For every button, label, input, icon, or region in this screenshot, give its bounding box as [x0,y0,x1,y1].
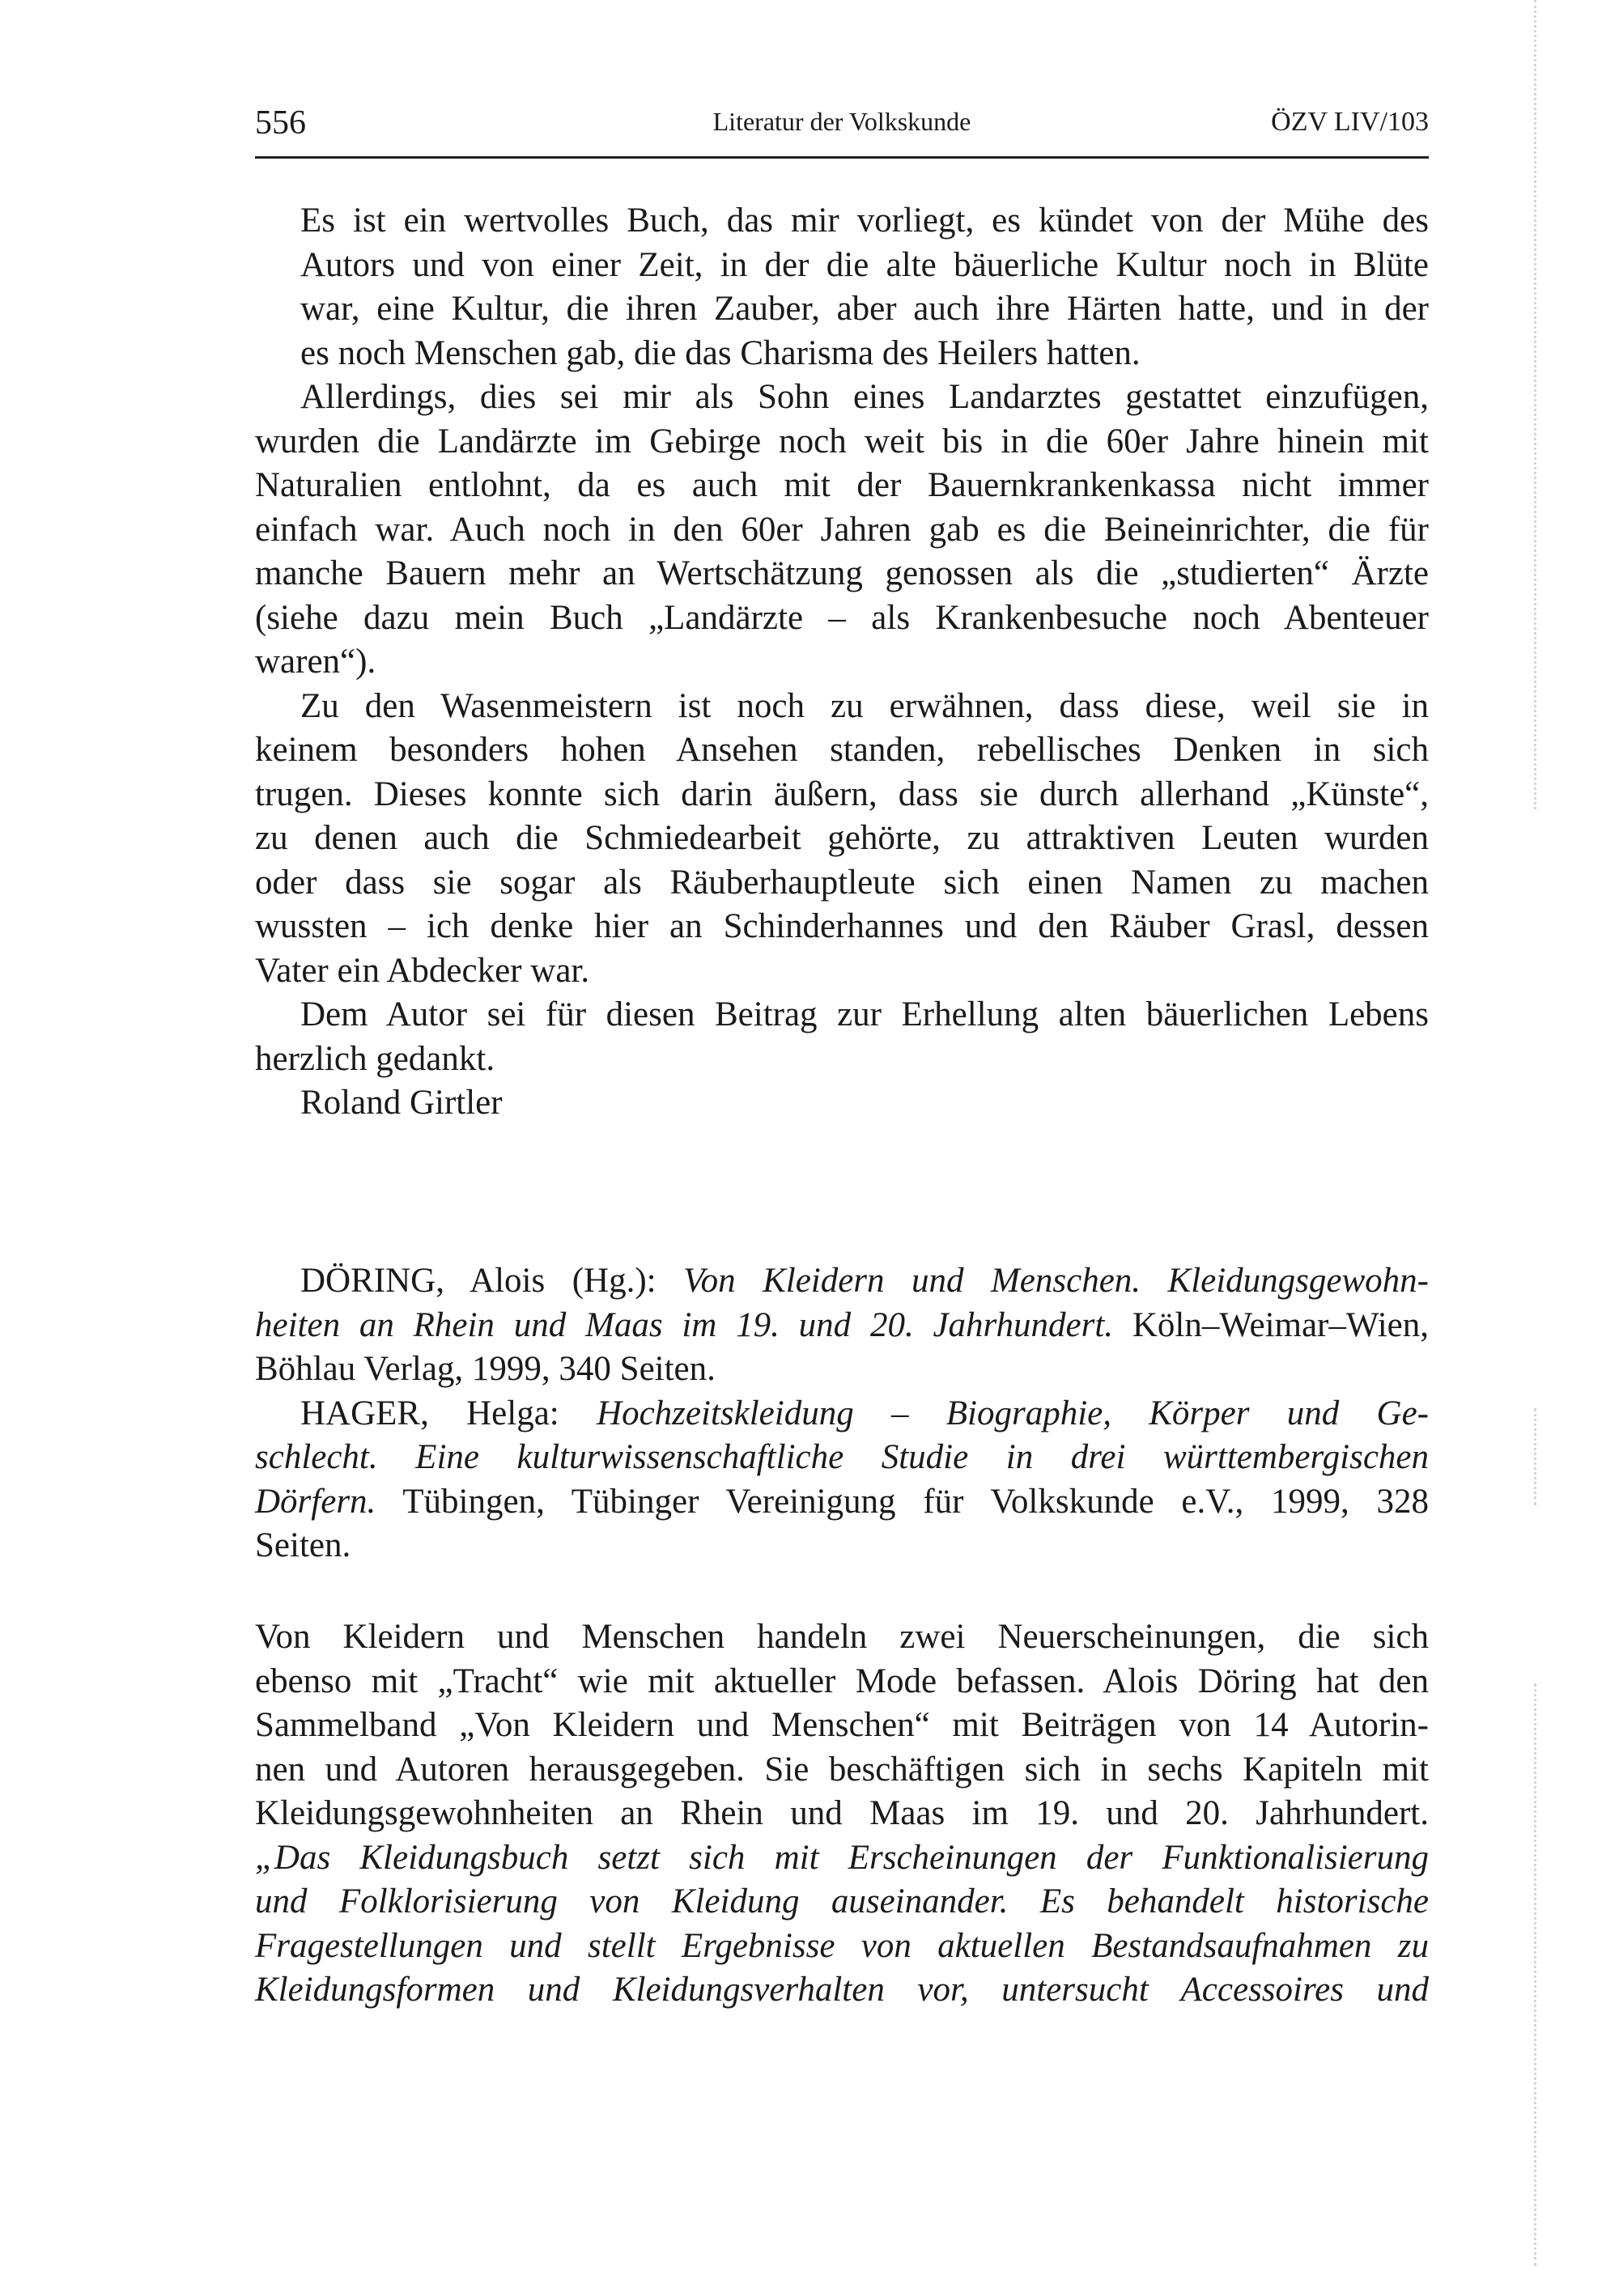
quote-line: und Folklorisierung von Kleidung auseinander. Es behandelt historische [255,1882,1429,1920]
text-line: Kleidungsgewohnheiten an Rhein und Maas im 19. und 20. Jahrhundert. [255,1794,1429,1832]
citation-title: Dörfern. [255,1482,376,1521]
text-line: Vater ein Abdecker war. [255,951,590,990]
citation-title: schlecht. Eine kulturwissenschaftliche Studie in drei württembergischen [255,1438,1429,1476]
text-line: keinem besonders hohen Ansehen standen, rebellisches Denken in sich [255,731,1429,769]
scan-artifact-dotted-line [1534,0,1536,809]
text-line: oder dass sie sogar als Räuberhauptleute sich einen Namen zu machen [255,863,1429,902]
text-line: waren“). [255,643,376,681]
quote-line: Kleidungsformen und Kleidungsverhalten vor, untersucht Accessoires und [255,1971,1429,2009]
text-line: war, eine Kultur, die ihren Zauber, aber auch ihre Härten hatte, und in der [300,290,1429,328]
text-line: Von Kleidern und Menschen handeln zwei Neuerscheinungen, die sich [255,1618,1429,1656]
citation-title: Hochzeitskleidung – Biographie, Körper und Ge- [597,1394,1430,1432]
text-line: wurden die Landärzte im Gebirge noch weit bis in die 60er Jahre hinein mit [255,422,1429,460]
running-title: Literatur der Volkskunde [712,107,971,136]
citation-publisher: Tübingen, Tübinger Vereinigung für Volkskunde e.V., 1999, 328 [402,1482,1429,1521]
citation-author: HAGER, Helga: [300,1394,559,1432]
review-2-text [255,1615,1429,2013]
citation-author: DÖRING, Alois (Hg.): [300,1262,657,1300]
text-line: ebenso mit „Tracht“ wie mit aktueller Mode befassen. Alois Döring hat den [255,1662,1429,1700]
quote-line: Fragestellungen und stellt Ergebnisse von aktuellen Bestandsaufnahmen zu [255,1926,1429,1965]
text-line: zu denen auch die Schmiedearbeit gehörte, zu attraktiven Leuten wurden [255,819,1429,857]
text-line [255,1304,1429,1348]
text-line: wussten – ich denke hier an Schinderhannes und den Räuber Grasl, dessen [255,907,1429,945]
page-number: 556 [255,104,306,142]
text-line: trugen. Dieses konnte sich darin äußern, dass sie durch allerhand „Künste“, [255,775,1429,813]
reviewer-signature: Roland Girtler [300,1084,503,1122]
paragraph [255,199,1429,376]
text-line: Allerdings, dies sei mir als Sohn eines Landarztes gestattet einzufügen, [300,378,1429,416]
citation-publisher-place: Köln–Weimar–Wien, [1132,1305,1430,1344]
text-line: (siehe dazu mein Buch „Landärzte – als Krankenbesuche noch Abenteuer [255,598,1429,637]
text-line [255,1436,1429,1480]
citation-title: Von Kleidern und Menschen. Kleidungsgewohn- [683,1262,1429,1300]
text-line: Dem Autor sei für diesen Beitrag zur Erhellung alten bäuerlichen Lebens [300,995,1429,1033]
text-line: manche Bauern mehr an Wertschätzung genossen als die „studierten“ Ärzte [255,554,1429,592]
text-line: Autors und von einer Zeit, in der die alte bäuerliche Kultur noch in Blüte [300,245,1429,284]
text-line [255,1259,1429,1304]
text-line [255,1392,1429,1437]
citation-hager [255,1392,1429,1568]
paragraph [255,685,1429,994]
journal-volume: ÖZV LIV/103 [1271,107,1429,137]
text-line: Naturalien entlohnt, da es auch mit der Bauernkrankenkassa nicht immer [255,466,1429,504]
paragraph [255,376,1429,685]
paragraph [255,1615,1429,2013]
text-line: Es ist ein wertvolles Buch, das mir vorliegt, es kündet von der Mühe des [300,202,1429,240]
scan-artifact-dotted-line [1534,1683,1536,2266]
text-line: es noch Menschen gab, die das Charisma des Heilers hatten. [300,333,1141,372]
text-line [255,1480,1429,1525]
citation-publisher: Böhlau Verlag, 1999, 340 Seiten. [255,1350,716,1388]
citation-pages: Seiten. [255,1526,351,1564]
quote-line: „Das Kleidungsbuch setzt sich mit Erscheinungen der Funktionalisierung [255,1838,1429,1877]
text-line: einfach war. Auch noch in den 60er Jahren gab es die Beineinrichter, die für [255,510,1429,549]
paragraph [255,993,1429,1081]
scan-artifact-dotted-line [1534,1408,1536,1505]
running-header [255,104,1429,144]
citation-title: heiten an Rhein und Maas im 19. und 20. Jahrhundert. [255,1305,1114,1344]
text-line: Sammelband „Von Kleidern und Menschen“ mit Beiträgen von 14 Autorin- [255,1706,1429,1744]
text-line: herzlich gedankt. [255,1039,495,1078]
text-line: nen und Autoren herausgegeben. Sie beschäftigen sich in sechs Kapiteln mit [255,1750,1429,1789]
text-line: Zu den Wasenmeistern ist noch zu erwähnen, dass diese, weil sie in [300,686,1429,725]
review-1-text [255,199,1429,1126]
citation-doering [255,1259,1429,1392]
header-rule [255,156,1429,159]
review-2-citations [255,1259,1429,1568]
